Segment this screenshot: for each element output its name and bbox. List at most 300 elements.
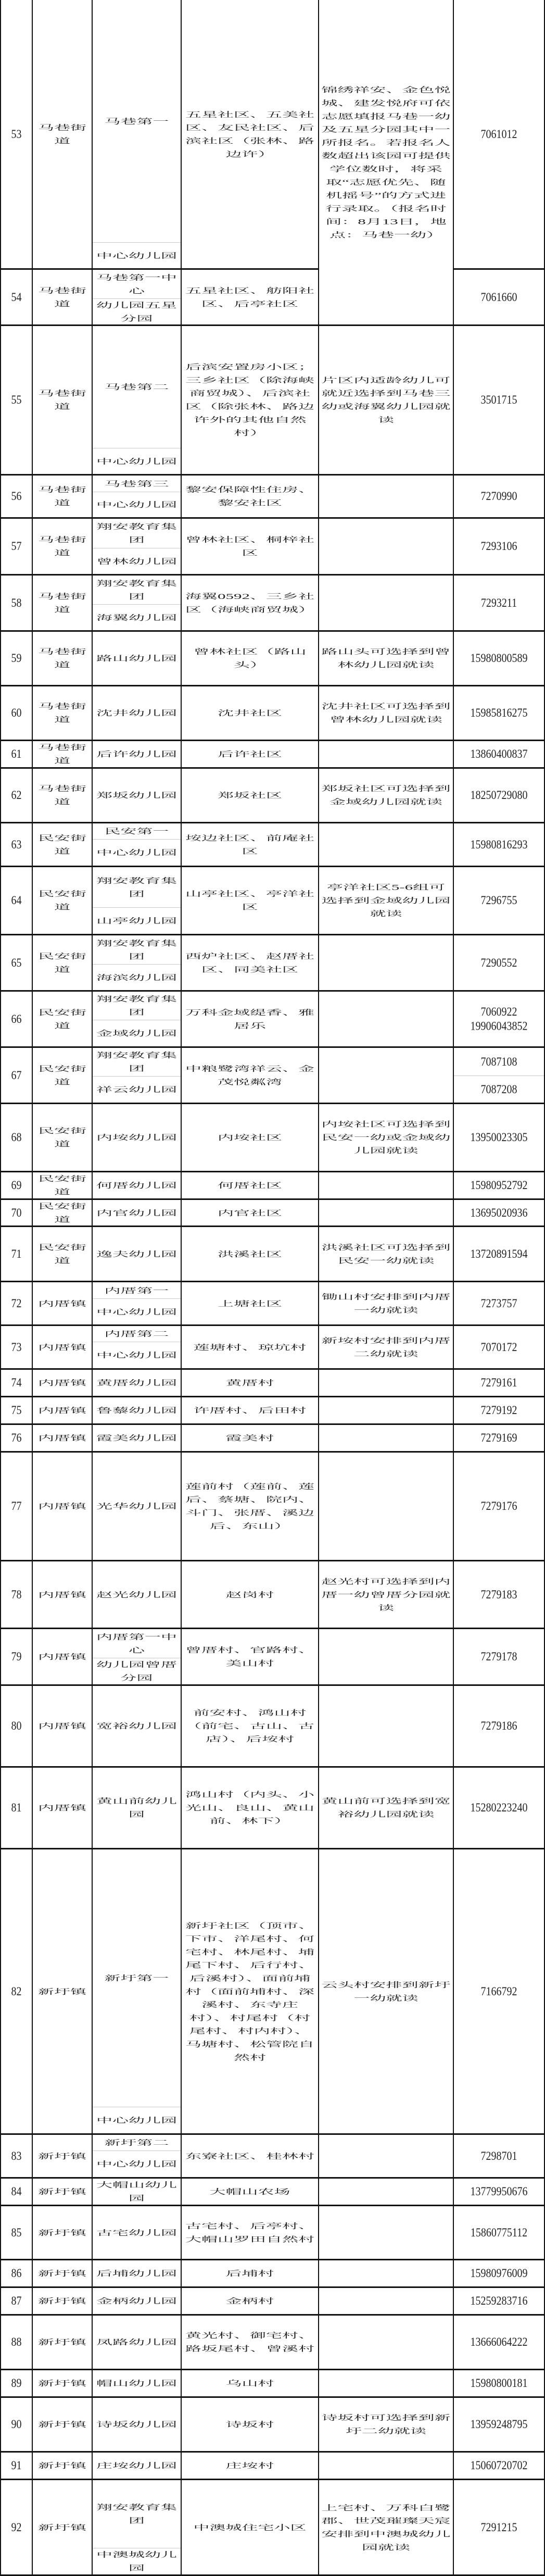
note-cell [319,0,454,326]
text: 郑坂社区可选择到金域幼儿园就读 [321,784,451,806]
cell-content [1,2480,32,2574]
phone-cell [454,2479,545,2576]
note-cell [319,1281,454,1326]
cell-content [1,2370,32,2396]
cell-content [319,741,453,767]
text: 金柄幼儿园 [96,2296,177,2306]
text: 黄山前幼儿园 [96,1797,177,1819]
text: 13860400837 [470,747,528,761]
text: 78 [11,1587,22,1602]
kindergarten-cell [93,2369,182,2398]
text: 15985816275 [470,706,528,720]
text: 上宅村、万科白鹭郡、世茂璀璨天宸安排到中澳城幼儿园就读 [321,2503,451,2552]
enrollment-scope-cell [182,767,319,823]
cell-content [319,0,453,324]
phone-cell [454,2369,545,2398]
town-cell [33,2451,93,2480]
cell-content [454,1326,544,1368]
text: 路山头可选择到曾林幼儿园就读 [321,647,451,669]
cell-content [182,1048,318,1103]
kindergarten-name-line2 [93,1077,181,1103]
text: 翔安教育集团 [96,995,177,1017]
text: 内厝镇 [38,1590,86,1599]
text: 黄厝幼儿园 [96,1378,177,1387]
text: 中心幼儿园 [96,2116,177,2125]
enrollment-scope-cell [182,866,319,935]
note-cell [319,1628,454,1686]
cell-content [319,2288,453,2314]
town-cell [33,740,93,769]
kindergarten-name-line1 [93,1849,181,2107]
cell-content [33,2206,92,2259]
cell-content [33,1104,92,1171]
cell-content [1,1561,32,1628]
text: 72 [11,1296,22,1310]
row-number-cell [0,1766,33,1849]
text: 洪溪社区可选择到民安一幼就读 [321,1243,451,1265]
text: 13695020936 [470,1206,528,1220]
town-cell [33,1848,93,2135]
cell-content [93,1104,181,1171]
cell-content [33,2288,92,2314]
note-cell [319,1198,454,1227]
town-cell [33,1423,93,1453]
text: 翔安教育集团 [96,1051,177,1073]
row-number-cell [0,1046,33,1104]
enrollment-scope-cell [182,2479,319,2576]
cell-content [182,576,318,630]
text: 鲁藜幼儿园 [96,1406,177,1415]
phone-cell [454,1324,545,1370]
note-cell [319,2479,454,2576]
text: 15060720702 [470,2459,528,2472]
cell-content [454,0,544,268]
cell-content [33,2398,92,2451]
text: 86 [11,2267,22,2280]
note-cell [319,2396,454,2453]
cell-content [1,632,32,685]
text: 翔安教育集团 [96,522,177,544]
text: 锦绣祥安、金色悦城、建发悦府可依志愿填报马巷一幼及五星分园其中一所报名。若报名人数超出该园可提供学位数时，将采取“志愿优先、随机摇号”的方式进行录取。（报名时间：8月13日，地点：马巷一幼） [321,85,451,239]
row-number-cell [0,474,33,519]
phone-cell [454,1628,545,1686]
text: 54 [11,290,22,304]
text: 74 [11,1376,22,1390]
kindergarten-name-line2 [93,492,181,517]
enrollment-scope-cell [182,1684,319,1768]
cell-content [33,2453,92,2479]
text: 何厝社区 [218,1181,282,1190]
cell-content [454,2135,544,2177]
kindergarten-cell [93,1281,182,1326]
note-cell [319,630,454,686]
cell-content [33,935,92,990]
text: 7087208 [480,1082,517,1096]
text: 曾林社区、桐梓社区 [185,535,314,557]
phone-cell [454,2396,545,2453]
enrollment-scope-cell [182,574,319,632]
cell-content [1,867,32,934]
cell-content [454,1104,544,1171]
text: 五星社区、舫阳社区、后亭社区 [185,286,314,308]
phone-cell [454,0,545,270]
phone-cell [454,866,545,935]
cell-content [319,1048,453,1103]
text: 垵边社区、前庵社区 [185,833,314,856]
cell-content [182,2316,318,2369]
text: 新圩镇 [38,2379,86,2388]
cell-content [319,2453,453,2479]
text: 新圩镇 [38,2296,86,2306]
note-cell [319,1451,454,1561]
kindergarten-name-line1 [93,1282,181,1299]
cell-content [182,1629,318,1684]
cell-content [1,1686,32,1766]
text: 中心幼儿园 [96,251,177,260]
cell-content [454,2206,544,2259]
cell-content [319,1200,453,1226]
text: 7270990 [480,490,517,503]
town-cell [33,1368,93,1397]
town-cell [33,268,93,326]
note-cell [319,2205,454,2260]
text: 洪溪社区 [218,1249,282,1258]
text: 80 [11,1719,22,1733]
enrollment-scope-cell [182,1368,319,1397]
phone-cell [454,2133,545,2179]
cell-content [319,2370,453,2396]
text: 后埔幼儿园 [96,2269,177,2278]
enrollment-scope-cell [182,2369,319,2398]
cell-content [1,2206,32,2259]
cell-content [454,2316,544,2369]
text: 84 [11,2185,22,2198]
cell-content [454,2370,544,2396]
cell-content [1,2398,32,2451]
cell-content [182,632,318,685]
text: 新垵村安排到内厝二幼就读 [321,1336,451,1358]
text: 新圩镇 [38,2420,86,2429]
phone-cell [454,1103,545,1172]
text: 89 [11,2377,22,2390]
cell-content [93,1686,181,1766]
text: 黄山前可选择到宽裕幼儿园就读 [321,1797,451,1819]
text: 民安街道 [38,952,86,974]
cell-content [182,2453,318,2479]
cell-content [182,769,318,822]
cell-content [454,1370,544,1396]
town-cell [33,2286,93,2316]
cell-content [319,1227,453,1281]
cell-content [1,326,32,474]
cell-content [319,519,453,574]
text: 马巷第一中心 [96,273,177,295]
kindergarten-cell [93,866,182,935]
cell-content [454,2179,544,2205]
note-cell [319,1046,454,1104]
cell-content [454,1200,544,1226]
enrollment-scope-cell [182,2259,319,2288]
note-cell [319,1103,454,1172]
text: 7279161 [480,1376,517,1390]
row-number-cell [0,1848,33,2135]
text: 马巷街道 [38,784,86,806]
phone-cell [454,990,545,1048]
kindergarten-name-line2 [93,965,181,990]
cell-content [182,823,318,866]
cell-content [1,1425,32,1451]
row-number-cell [0,1560,33,1629]
text: 马巷第一 [104,117,169,126]
town-cell [33,1451,93,1561]
enrollment-scope-cell [182,1423,319,1453]
text: 西炉社区、赵厝社区、同美社区 [185,952,314,974]
kindergarten-name-line1 [93,519,181,548]
text: 中心幼儿园 [96,1350,177,1360]
cell-content [319,2398,453,2451]
note-cell [319,2177,454,2206]
phone-cell [454,630,545,686]
text: 内厝镇 [38,1803,86,1812]
cell-content [93,1768,181,1848]
note-cell [319,1684,454,1768]
text: 黄光村、御宅村、路坂尾村、曾溪村 [185,2331,314,2353]
row-number-cell [0,767,33,823]
text: 逸夫幼儿园 [96,1249,177,1258]
text: 61 [11,747,22,761]
cell-content [33,1768,92,1848]
kindergarten-name-line1 [93,270,181,299]
kindergarten-name-line1 [93,2135,181,2151]
cell-content [454,867,544,934]
text: 65 [11,956,22,970]
kindergarten-name-line1 [93,823,181,840]
town-cell [33,685,93,741]
cell-content [454,632,544,685]
cell-content [33,2260,92,2286]
cell-content [319,2135,453,2177]
phone-cell [454,1396,545,1425]
cell-content [93,2288,181,2314]
text: 上塘社区 [218,1299,282,1308]
town-cell [33,1046,93,1104]
town-cell [33,1281,93,1326]
cell-content [182,1282,318,1324]
text: 7279169 [480,1431,517,1445]
cell-content [1,769,32,822]
kindergarten-cell [93,1423,182,1453]
text: 7293106 [480,540,517,553]
text: 赵光幼儿园 [96,1590,177,1599]
cell-content [454,686,544,740]
enrollment-scope-cell [182,0,319,270]
town-cell [33,2133,93,2179]
kindergarten-cell [93,2177,182,2206]
text: 82 [11,1984,22,1998]
cell-content [182,270,318,324]
text: 57 [11,540,22,553]
kindergarten-name-line1 [93,992,181,1020]
kindergarten-name-line1 [93,0,181,243]
cell-content [1,1172,32,1198]
phone-cell [454,324,545,476]
text: 大帽山幼儿园 [96,2181,177,2203]
kindergarten-name-line2 [93,2548,181,2574]
cell-content [1,2135,32,2177]
cell-content [33,1172,92,1198]
cell-content [454,823,544,866]
text: 79 [11,1650,22,1664]
cell-content [182,1397,318,1423]
cell-content [1,2288,32,2314]
text: 58 [11,596,22,610]
text: 东寮社区、桂林村 [185,2152,314,2160]
cell-content [33,1227,92,1281]
cell-content [182,1849,318,2133]
row-number-cell [0,2177,33,2206]
note-cell [319,474,454,519]
town-cell [33,1684,93,1768]
text: 75 [11,1404,22,1417]
text: 66 [11,1012,22,1026]
text: 13959248795 [470,2418,528,2431]
cell-content [319,935,453,990]
text: 中心幼儿园 [96,1307,177,1316]
text: 郑坂社区 [218,791,282,800]
cell-content [454,1425,544,1451]
text: 古宅幼儿园 [96,2228,177,2237]
phone-cell [454,2286,545,2316]
text: 莲前村（莲前、莲后、蔡塘、院内、斗门、张厝、溪边后、东山） [185,1482,314,1530]
note-cell [319,2451,454,2480]
note-cell [319,2259,454,2288]
phone-cell [454,268,545,326]
text: 中澳城幼儿园 [96,2550,177,2572]
cell-content [1,1370,32,1396]
cell-content [454,1561,544,1628]
enrollment-scope-cell [182,517,319,576]
text: 15980952792 [470,1179,528,1192]
cell-content [454,1453,544,1560]
cell-content [182,326,318,474]
kindergarten-cell [93,268,182,326]
phone-cell [454,685,545,741]
text: 15980800589 [470,652,528,665]
enrollment-scope-cell [182,934,319,992]
note-cell [319,2369,454,2398]
enrollment-scope-cell [182,740,319,769]
cell-content [454,769,544,822]
note-cell [319,990,454,1048]
cell-content [454,519,544,574]
kindergarten-cell [93,1766,182,1849]
town-cell [33,1766,93,1849]
text: 15980976009 [470,2267,528,2280]
cell-content [454,2260,544,2286]
text: 民安街道 [38,1243,86,1265]
text: 内垵社区 [218,1133,282,1142]
cell-content [454,1282,544,1324]
kindergarten-cell [93,1396,182,1425]
cell-content [182,1425,318,1451]
text: 翔安教育集团 [96,939,177,961]
text: 7298701 [480,2149,517,2163]
town-cell [33,934,93,992]
text: 90 [11,2418,22,2431]
kindergarten-name-line1 [93,1326,181,1342]
text: 中澳城住宅小区 [193,2523,307,2532]
note-cell [319,767,454,823]
cell-content [93,741,181,767]
text: 7279178 [480,1650,517,1664]
town-cell [33,474,93,519]
text: 新圩第一 [104,1973,169,1983]
text: 莲塘村、琼坑村 [193,1343,307,1352]
row-number-cell [0,1226,33,1282]
cell-content [182,741,318,767]
text: 85 [11,2225,22,2240]
note-cell [319,1226,454,1282]
text: 万科金域缇香、雅居乐 [185,1008,314,1030]
text: 郑坂幼儿园 [96,791,177,800]
text: 马巷第二 [104,382,169,392]
cell-content [33,576,92,630]
cell-content [33,1453,92,1560]
phone-cell [454,474,545,519]
town-cell [33,1628,93,1686]
note-cell [319,324,454,476]
row-number-cell [0,1628,33,1686]
phone-cell [454,934,545,992]
text: 霞美幼儿园 [96,1433,177,1443]
text: 7290552 [480,956,517,970]
text: 片区内适龄幼儿可就近选择到马巷三幼或海翼幼儿园就读 [321,376,451,424]
text: 新圩社区（顶市、下市、洋尾村、何宅村、林尾村、埔尾下村、后行村、后溪村）、面前埔村（面前埔村、深溪村、东寺庄村）、村尾村（村尾村、村内村）、马塘村、松管院自然村 [185,1921,314,2062]
cell-content [33,632,92,685]
cell-content [319,1397,453,1423]
phone-cell [454,1368,545,1397]
text: 新圩镇 [38,2228,86,2237]
text: 马巷街道 [38,702,86,724]
cell-content [33,2370,92,2396]
town-cell [33,990,93,1048]
row-number-cell [0,822,33,867]
note-cell [319,740,454,769]
text: 中心幼儿园 [96,2159,177,2169]
cell-content [454,2453,544,2479]
row-number-cell [0,1451,33,1561]
text: 路山幼儿园 [96,654,177,663]
cell-content [33,476,92,517]
town-cell [33,2205,93,2260]
row-number-cell [0,934,33,992]
kindergarten-cell [93,2133,182,2179]
cell-content [454,992,544,1046]
text: 黄厝村 [225,1378,274,1387]
row-number-cell [0,1368,33,1397]
town-cell [33,1560,93,1629]
cell-content [182,1453,318,1560]
cell-content [1,476,32,517]
row-number-cell [0,1171,33,1200]
cell-content [319,1172,453,1198]
text: 7061660 [480,290,517,304]
text: 新圩镇 [38,1987,86,1996]
text: 曾林社区（路山头） [193,647,307,669]
cell-content [93,632,181,685]
cell-content [454,1849,544,2133]
enrollment-scope-cell [182,630,319,686]
